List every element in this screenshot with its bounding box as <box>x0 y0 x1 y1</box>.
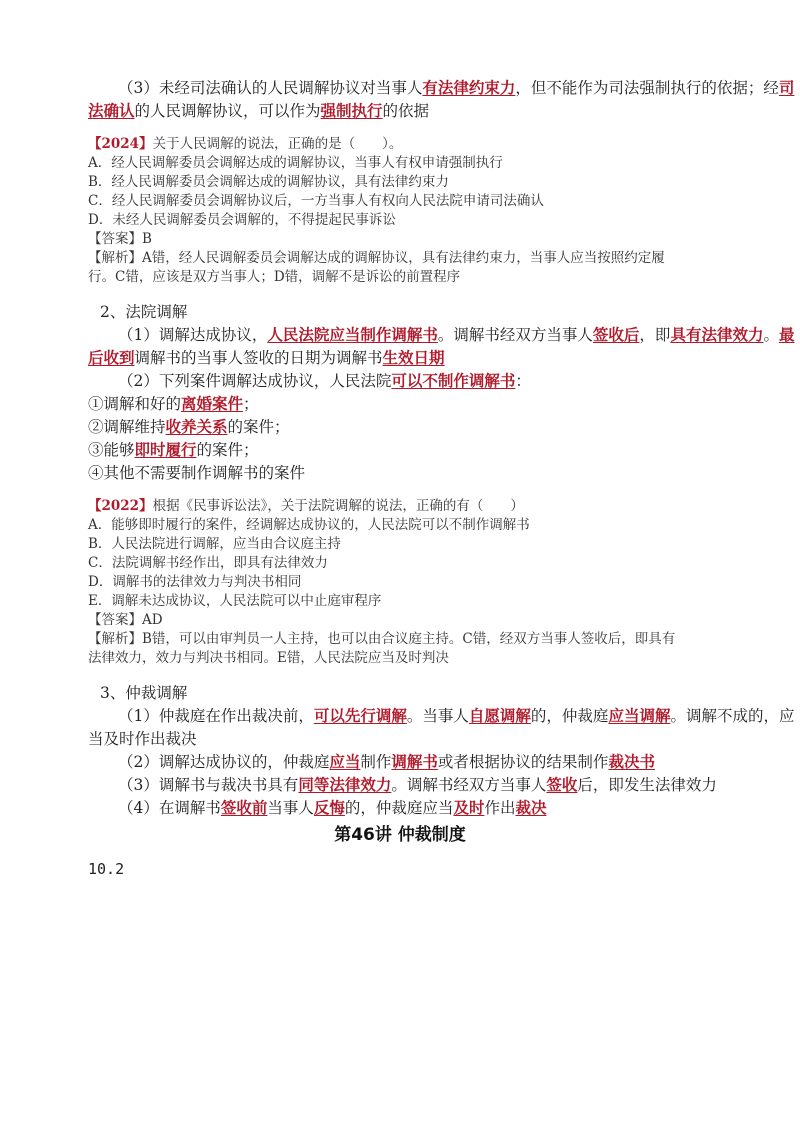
text-line <box>88 249 665 267</box>
highlighted-term: 签收 <box>546 775 578 794</box>
text-run: 制作 <box>360 753 392 771</box>
highlighted-term: 及时 <box>453 798 485 817</box>
text-run: 作出 <box>484 799 516 817</box>
highlighted-term: 同等法律效力 <box>298 775 392 794</box>
text-run: B．人民法院进行调解，应当由合议庭主持 <box>88 536 341 552</box>
highlighted-term: 即时履行 <box>134 440 197 459</box>
text-run: 的人民调解协议，可以作为 <box>134 102 321 120</box>
highlighted-term: 裁决 <box>515 798 547 817</box>
footer-note: 10.2 <box>88 860 125 878</box>
text-run: 【答案】AD <box>88 612 163 628</box>
text-line <box>88 630 675 648</box>
text-run: E．调解未达成协议，人民法院可以中止庭审程序 <box>88 593 382 609</box>
highlighted-term: 裁决书 <box>608 752 655 771</box>
text-run: 法律效力，效力与判决书相同。E错，人民法院应当及时判决 <box>88 650 449 666</box>
text-line <box>88 101 429 121</box>
text-run: 的案件； <box>227 418 290 436</box>
text-run: ； <box>243 395 259 413</box>
highlighted-term: 具有法律效力 <box>670 325 764 344</box>
highlighted-term: 强制执行 <box>320 101 383 120</box>
text-run: 。调解书经双方当事人 <box>437 326 593 344</box>
text-run: 的，仲裁庭 <box>530 707 609 725</box>
text-line <box>118 325 794 345</box>
text-line <box>88 348 445 368</box>
text-run: ，但不能作为司法强制执行的依据；经 <box>515 79 779 97</box>
text-run: 【答案】B <box>88 231 152 247</box>
text-run: ： <box>515 372 531 390</box>
highlighted-term: 反悔 <box>313 798 345 817</box>
text-run: 当事人 <box>267 799 314 817</box>
highlighted-term: 生效日期 <box>382 348 445 367</box>
text-run: D．未经人民调解委员会调解的，不得提起民事诉讼 <box>88 212 396 228</box>
text-line <box>100 302 187 322</box>
text-line <box>118 752 655 772</box>
text-run: 。调解不成的，应 <box>670 707 795 725</box>
exam-year-tag: 【2022】 <box>88 498 153 514</box>
text-run: A．能够即时履行的案件，经调解达成协议的，人民法院可以不制作调解书 <box>88 517 530 533</box>
exam-year-tag: 【2024】 <box>88 136 153 152</box>
text-run: 。 <box>763 326 779 344</box>
text-run: 行。C错，应该是双方当事人；D错，调解不是诉讼的前置程序 <box>88 269 461 285</box>
text-run: 。调解书经双方当事人 <box>391 776 547 794</box>
text-run: 2、法院调解 <box>100 303 188 321</box>
highlighted-term: 有法律约束力 <box>422 78 516 97</box>
highlighted-term: 法确认 <box>88 101 135 120</box>
text-line <box>88 516 530 534</box>
text-run: ①调解和好的 <box>88 395 182 413</box>
text-line <box>88 135 402 153</box>
text-line <box>118 371 531 391</box>
text-run: 调解书的当事人签收的日期为调解书 <box>134 349 383 367</box>
text-line <box>88 211 396 229</box>
text-run: 【解析】B错，可以由审判员一人主持，也可以由合议庭主持。C错，经双方当事人签收后，即具有 <box>88 631 676 647</box>
text-run: C．法院调解书经作出，即具有法律效力 <box>88 555 328 571</box>
text-run: 关于人民调解的说法，正确的是（ ）。 <box>152 136 403 152</box>
text-run: （4）在调解书 <box>118 799 221 817</box>
text-line <box>100 683 187 703</box>
highlighted-term: 签收前 <box>220 798 268 817</box>
text-line <box>88 729 197 749</box>
text-line <box>88 573 301 591</box>
text-run: 。当事人 <box>406 707 469 725</box>
text-run: 后，即发生法律效力 <box>577 776 717 794</box>
text-line <box>88 394 259 414</box>
text-run: 根据《民事诉讼法》，关于法院调解的说法，正确的有（ ） <box>152 498 524 514</box>
text-line <box>88 554 328 572</box>
text-run: B．经人民调解委员会调解达成的调解协议，具有法律约束力 <box>88 174 449 190</box>
text-line <box>88 463 305 483</box>
highlighted-term: 签收后 <box>592 325 640 344</box>
highlighted-term: 自愿调解 <box>468 706 531 725</box>
text-run: 的依据 <box>382 102 430 120</box>
text-line <box>88 173 449 191</box>
text-line <box>88 649 449 667</box>
text-run: （1）仲裁庭在作出裁决前， <box>118 707 314 725</box>
highlighted-term: 可以不制作调解书 <box>391 371 516 390</box>
highlighted-term: 应当调解 <box>608 706 671 725</box>
highlighted-term: 司 <box>778 78 795 97</box>
text-line <box>88 268 460 286</box>
text-run: ④其他不需要制作调解书的案件 <box>88 464 306 482</box>
text-line <box>88 192 544 210</box>
text-run: 3、仲裁调解 <box>100 684 188 702</box>
text-run: ，即 <box>639 326 671 344</box>
text-line <box>118 775 717 795</box>
text-line <box>88 592 381 610</box>
highlighted-term: 应当 <box>329 752 361 771</box>
text-run: ②调解维持 <box>88 418 166 436</box>
text-run: ③能够 <box>88 441 135 459</box>
highlighted-term: 后收到 <box>88 348 135 367</box>
highlighted-term: 调解书 <box>391 752 438 771</box>
highlighted-term: 可以先行调解 <box>313 706 407 725</box>
text-run: （2）调解达成协议的，仲裁庭 <box>118 753 330 771</box>
text-run: （3）调解书与裁决书具有 <box>118 776 299 794</box>
text-run: 当及时作出裁决 <box>88 730 197 748</box>
text-line <box>88 611 163 629</box>
highlighted-term: 离婚案件 <box>181 394 244 413</box>
text-line <box>88 440 259 460</box>
text-run: （3）未经司法确认的人民调解协议对当事人 <box>118 79 423 97</box>
text-line <box>88 230 152 248</box>
highlighted-term: 收养关系 <box>165 417 228 436</box>
text-line <box>118 706 794 726</box>
text-line <box>88 535 341 553</box>
text-run: 或者根据协议的结果制作 <box>437 753 609 771</box>
text-run: 的，仲裁庭应当 <box>344 799 454 817</box>
text-line <box>118 798 546 818</box>
highlighted-term: 最 <box>778 325 795 344</box>
text-run: （2）下列案件调解达成协议，人民法院 <box>118 372 392 390</box>
text-run: C．经人民调解委员会调解协议后，一方当事人有权向人民法院申请司法确认 <box>88 193 544 209</box>
text-run: 的案件； <box>196 441 259 459</box>
text-line <box>118 78 794 98</box>
text-line <box>88 154 503 172</box>
text-run: 【解析】A错，经人民调解委员会调解达成的调解协议，具有法律约束力，当事人应当按照约定履 <box>88 250 665 266</box>
highlighted-term: 人民法院应当制作调解书 <box>267 325 438 344</box>
text-run: （1）调解达成协议， <box>118 326 268 344</box>
text-line <box>88 497 524 515</box>
text-line <box>88 417 290 437</box>
text-run: A．经人民调解委员会调解达成的调解协议，当事人有权申请强制执行 <box>88 155 503 171</box>
text-run: D．调解书的法律效力与判决书相同 <box>88 574 302 590</box>
section-title: 第46讲 仲裁制度 <box>334 825 466 845</box>
